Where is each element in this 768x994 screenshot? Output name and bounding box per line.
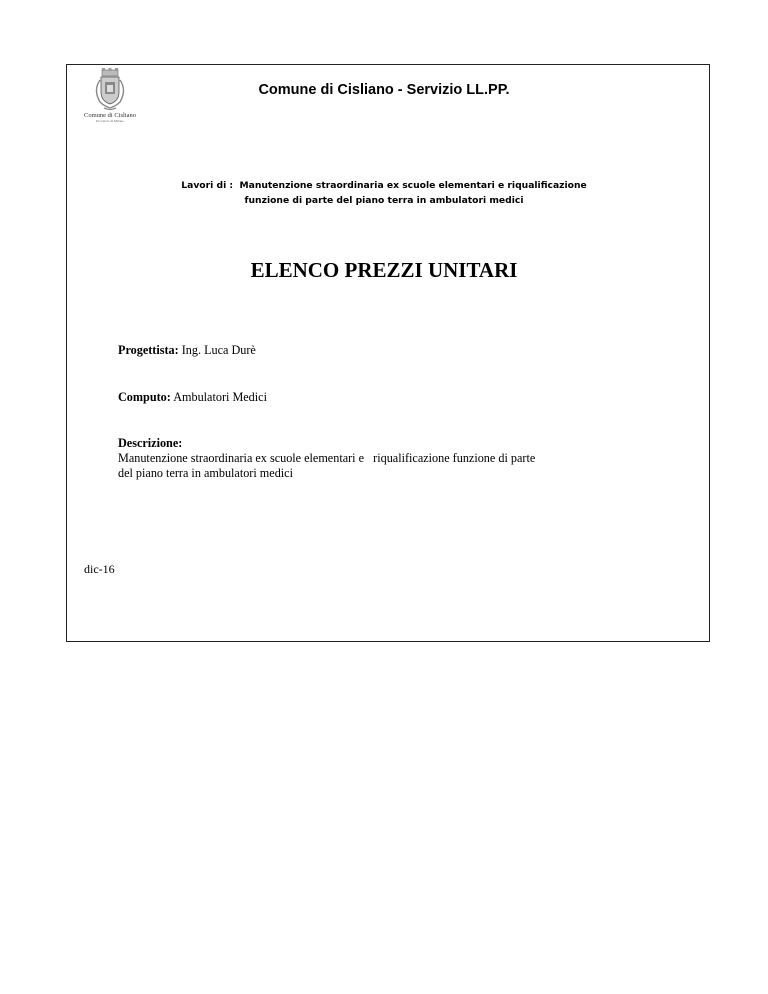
works-line-1: Lavori di : Manutenzione straordinaria ex scuole elementari e riqualificazione	[181, 180, 587, 191]
estimate-field	[118, 390, 267, 405]
works-line-2: funzione di parte del piano terra in ambulatori medici	[244, 195, 524, 206]
designer-label: Progettista:	[118, 343, 179, 357]
description-line-2: del piano terra in ambulatori medici	[118, 466, 293, 480]
document-date: dic-16	[84, 562, 115, 576]
designer-field	[118, 343, 256, 358]
estimate-value: Ambulatori Medici	[173, 390, 267, 404]
document-title: ELENCO PREZZI UNITARI	[250, 258, 518, 282]
description-line-1: Manutenzione straordinaria ex scuole elementari e riqualificazione funzione di parte	[118, 451, 536, 465]
works-description	[120, 178, 648, 208]
description-field	[118, 436, 618, 481]
header-title: Comune di Cisliano - Servizio LL.PP.	[258, 82, 510, 98]
designer-value: Ing. Luca Durè	[181, 343, 256, 357]
description-label: Descrizione:	[118, 436, 183, 450]
crest-province: Provincia di Milano	[96, 119, 124, 123]
estimate-label: Computo:	[118, 390, 171, 404]
crest-municipality-name: Comune di Cisliano	[84, 112, 136, 119]
municipal-crest	[80, 68, 140, 132]
